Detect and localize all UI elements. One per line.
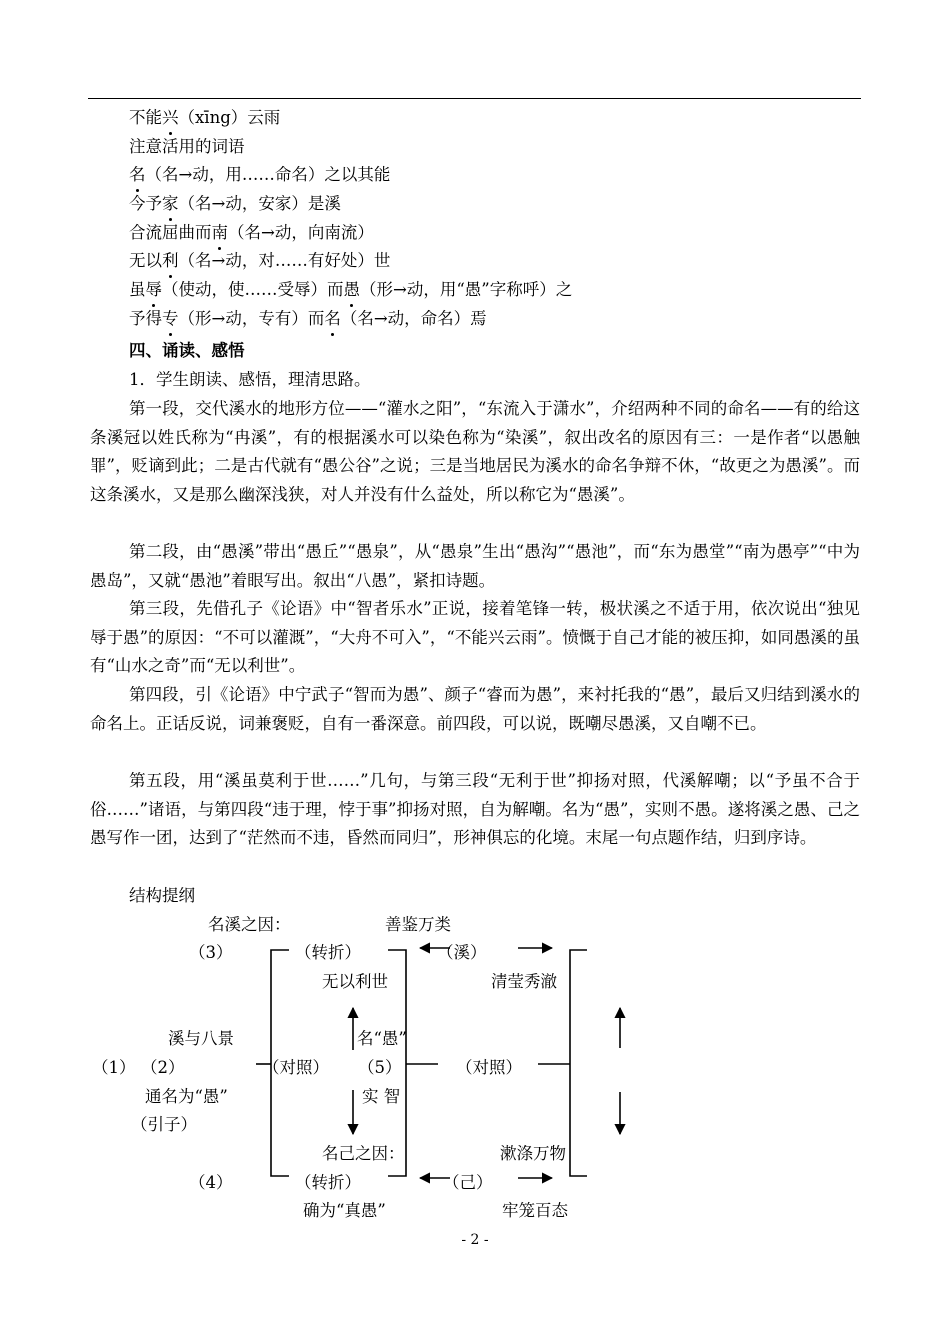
vocab-line: 不能兴（xīng）云雨	[129, 104, 280, 132]
outline-label: 漱涤万物	[500, 1144, 566, 1163]
vocab-line: 名（名→动，用……命名）之以其能	[129, 161, 390, 189]
center-bracket	[388, 950, 406, 1176]
vocab-line: 合流屈曲而南（名→动，向南流）	[129, 219, 374, 247]
vocab-line: 虽辱（使动，使……受辱）而愚（形→动，用“愚”字称呼）之	[129, 276, 572, 304]
paragraph-4: 第四段，引《论语》中宁武子“智而为愚”、颜子“睿而为愚”，来衬托我的“愚”，最后又归结到溪水的命名上。正话反说，词兼褒贬，自有一番深意。前四段，可以说，既嘲尽愚溪，又自嘲不已。	[90, 685, 860, 733]
header-rule	[88, 98, 861, 99]
section-heading: 四、诵读、感悟	[129, 341, 245, 360]
outline-label: （己）	[443, 1173, 493, 1192]
paragraph-3: 第三段，先借孔子《论语》中“智者乐水”正说，接着笔锋一转，极状溪之不适于用，依次说出“独见辱于愚”的原因：“不可以灌溉”，“大舟不可入”，“不能兴云雨”。愤慨于自己才能的被压抑，如同愚溪的虽有“山水之奇”而“无以利世”。	[90, 599, 860, 676]
outline-label: （2）	[141, 1058, 185, 1077]
outline-label: 溪与八景	[168, 1029, 234, 1048]
vocab-line: 予得专（形→动，专有）而名（名→动，命名）焉	[129, 305, 487, 333]
outline-title: 结构提纲	[129, 886, 195, 905]
outline-label: （对照）	[263, 1058, 329, 1077]
outline-label: （4）	[189, 1173, 233, 1192]
outline-label: （转折）	[295, 943, 361, 962]
note-heading: 注意活用的词语	[129, 137, 245, 156]
vocab-line: 无以利（名→动，对……有好处）世	[129, 247, 390, 275]
list-item: 1．学生朗读、感悟，理清思路。	[129, 370, 371, 389]
paragraph-2: 第二段，由“愚溪”带出“愚丘”“愚泉”，从“愚泉”生出“愚沟”“愚池”，而“东为愚堂”“南为愚亭”“中为愚岛”，又就“愚池”着眼写出。叙出“八愚”，紧扣诗题。	[90, 542, 860, 590]
outline-label: 确为“真愚”	[303, 1201, 386, 1220]
page-number: - 2 -	[461, 1232, 489, 1248]
right-bracket	[570, 950, 587, 1176]
outline-label: 通名为“愚”	[145, 1087, 228, 1106]
outline-label: 善鉴万类	[385, 915, 451, 934]
outline-label: 无以利世	[322, 972, 388, 991]
outline-label: 名己之因：	[322, 1144, 405, 1163]
outline-label: 名“愚”	[357, 1029, 407, 1048]
outline-label: 牢笼百态	[502, 1201, 568, 1220]
outline-label: 实 智	[362, 1087, 401, 1106]
outline-label: 名溪之因：	[208, 915, 291, 934]
outline-label: （对照）	[456, 1058, 522, 1077]
left-bracket	[271, 950, 289, 1176]
outline-label: （转折）	[295, 1173, 361, 1192]
outline-label: （1）	[92, 1058, 136, 1077]
vocab-line: 今予家（名→动，安家）是溪	[129, 190, 341, 218]
outline-label: （5）	[358, 1058, 402, 1077]
outline-label: （溪）	[437, 943, 487, 962]
outline-label: 清莹秀澈	[491, 972, 557, 991]
outline-label: （引子）	[131, 1115, 197, 1134]
outline-label: （3）	[189, 943, 233, 962]
paragraph-5: 第五段，用“溪虽莫利于世……”几句，与第三段“无利于世”抑扬对照，代溪解嘲；以“予虽不合于俗……”诸语，与第四段“违于理，悖于事”抑扬对照，自为解嘲。名为“愚”，实则不愚。遂将溪之愚、己之愚写作一团，达到了“茫然而不违，昏然而同归”，形神俱忘的化境。末尾一句点题作结，归到序诗。	[90, 771, 860, 848]
paragraph-1: 第一段，交代溪水的地形方位——“灌水之阳”，“东流入于潇水”，介绍两种不同的命名——有的给这条溪冠以姓氏称为“冉溪”，有的根据溪水可以染色称为“染溪”，叙出改名的原因有三：一是作者“以愚触罪”，贬谪到此；二是古代就有“愚公谷”之说；三是当地居民为溪水的命名争辩不休，“故更之为愚溪”。而这条溪水，又是那么幽深浅狭，对人并没有什么益处，所以称它为“愚溪”。	[90, 399, 860, 505]
